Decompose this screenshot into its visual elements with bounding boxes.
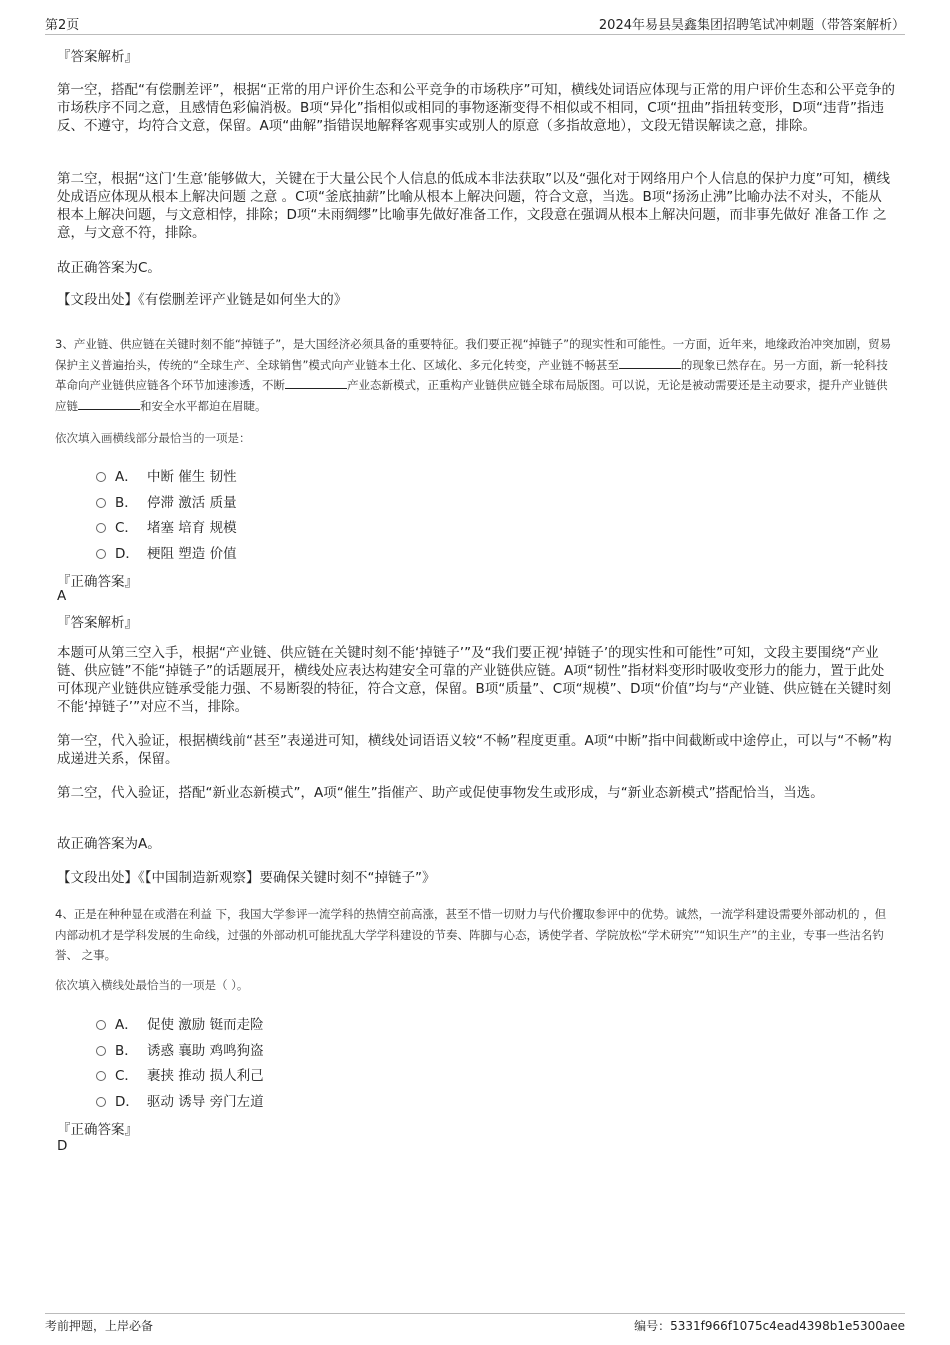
option-a[interactable]: A． 中断 催生 韧性 bbox=[96, 465, 237, 485]
question-text-part: 产业态新模式，正重构产业链供应链全球布局版图。可以说，无论是被动需要还是主动要求，提升产业链供应链 bbox=[55, 378, 888, 413]
blank-line bbox=[285, 376, 347, 389]
question-text bbox=[55, 334, 897, 416]
question-prompt: 依次填入画横线部分最恰当的一项是： bbox=[55, 431, 251, 445]
radio-icon[interactable] bbox=[96, 523, 106, 533]
analysis-paragraph: 第二空，根据“这门‘生意’能够做大，关键在于大量公民个人信息的低成本非法获取”以及“强化对于网络用户个人信息的保护力度”可知，横线处成语应体现从根本上解决问题 之意 。C项“釜底抽薪”比喻从根本上解决问题，符合文意，当选。B项“扬汤止沸”比喻办法不对头，不能从根本上解决问题，与文意相悖，排除；D项“未雨绸缪”比喻事先做好准备工作，文段意在强调从根本上解决问题，而非事先做好 准备工作 之意，与文意不符，排除。 bbox=[57, 171, 891, 241]
analysis-paragraph: 第二空，代入验证，搭配“新业态新模式”，A项“催生”指催产、助产或促使事物发生或形成，与“新业态新模式”搭配恰当，当选。 bbox=[57, 785, 824, 801]
conclusion: 故正确答案为A。 bbox=[57, 836, 161, 852]
radio-icon[interactable] bbox=[96, 472, 106, 482]
analysis-heading: 『答案解析』 bbox=[57, 615, 138, 631]
analysis-paragraph: 第一空，搭配“有偿删差评”，根据“正常的用户评价生态和公平竞争的市场秩序”可知，横线处词语应体现与正常的用户评价生态和公平竞争的市场秩序不同之意，且感情色彩偏消极。B项“异化”指相似或相同的事物逐渐变得不相似或不相同，C项“扭曲”指扭转变形，D项“违背”指违反、不遵守，均符合文意，保留。A项“曲解”指错误地解释客观事实或别人的原意（多指故意地），文段无错误解读之意，排除。 bbox=[57, 82, 895, 134]
radio-icon[interactable] bbox=[96, 498, 106, 508]
question-text: 4、正是在种种显在或潜在利益 下，我国大学参评一流学科的热情空前高涨，甚至不惜一切财力与代价攫取参评中的优势。诚然，一流学科建设需要外部动机的 ，但内部动机才是学科发展的生命线，过强的外部动机可能扰乱大学学科建设的节奏、阵脚与心态，诱使学者、学院放松“学术研究”“知识生产”的主业，专事一些沽名钓誉、 之事。 bbox=[55, 907, 887, 962]
analysis-paragraph: 第一空，代入验证，根据横线前“甚至”表递进可知，横线处词语语义较“不畅”程度更重。A项“中断”指中间截断或中途停止，可以与“不畅”构成递进关系，保留。 bbox=[57, 733, 892, 767]
radio-icon[interactable] bbox=[96, 549, 106, 559]
analysis-paragraph: 本题可从第三空入手，根据“产业链、供应链在关键时刻不能‘掉链子’”及“我们要正视‘掉链子’的现实性和可能性”可知，文段主要围绕“产业链、供应链”不能“掉链子”的话题展开，横线处应表达构建安全可靠的产业链供应链。A项“韧性”指材料变形时吸收变形力的能力，置于此处可体现产业链供应链承受能力强、不易断裂的特征，符合文意，保留。B项“质量”、C项“规模”、D项“价值”均与“产业链、供应链在关键时刻不能‘掉链子’”对应不当，排除。 bbox=[57, 645, 892, 715]
correct-answer-label: 『正确答案』 bbox=[57, 574, 138, 590]
radio-icon[interactable] bbox=[96, 1020, 106, 1030]
source-citation: 【文段出处】《有偿删差评产业链是如何坐大的》 bbox=[57, 292, 348, 308]
option-c[interactable]: C． 裹挟 推动 损人利己 bbox=[96, 1064, 264, 1084]
page-number: 第2页 bbox=[45, 17, 80, 33]
option-a[interactable]: A． 促使 激励 铤而走险 bbox=[96, 1013, 264, 1033]
question-prompt: 依次填入横线处最恰当的一项是（ ）。 bbox=[55, 978, 249, 992]
option-c[interactable]: C． 堵塞 培育 规模 bbox=[96, 516, 237, 536]
radio-icon[interactable] bbox=[96, 1097, 106, 1107]
option-d[interactable]: D． 梗阻 塑造 价值 bbox=[96, 542, 237, 562]
correct-answer-label: 『正确答案』 bbox=[57, 1122, 138, 1138]
analysis-heading: 『答案解析』 bbox=[57, 49, 138, 65]
blank-line bbox=[78, 397, 140, 410]
radio-icon[interactable] bbox=[96, 1071, 106, 1081]
correct-answer: D bbox=[57, 1138, 68, 1154]
conclusion: 故正确答案为C。 bbox=[57, 260, 161, 276]
radio-icon[interactable] bbox=[96, 1046, 106, 1056]
document-id: 编号：5331f966f1075c4ead4398b1e5300aee bbox=[634, 1318, 905, 1333]
question-text-part: 和安全水平都迫在眉睫。 bbox=[140, 398, 267, 413]
source-citation: 【文段出处】《【中国制造新观察】要确保关键时刻不“掉链子”》 bbox=[57, 870, 436, 886]
document-title: 2024年易县昊鑫集团招聘笔试冲刺题（带答案解析） bbox=[598, 17, 905, 33]
blank-line bbox=[619, 356, 681, 369]
page-header bbox=[45, 12, 905, 35]
option-b[interactable]: B． 诱惑 襄助 鸡鸣狗盗 bbox=[96, 1039, 264, 1059]
question-text-part: 的现象已然存在。另一方面，新一轮科技革命向产业链供应链各个环节加速渗透，不断 bbox=[55, 357, 888, 392]
option-b[interactable]: B． 停滞 激活 质量 bbox=[96, 491, 237, 511]
page-footer bbox=[45, 1313, 905, 1336]
option-d[interactable]: D． 驱动 诱导 旁门左道 bbox=[96, 1090, 264, 1110]
question-text-part: 3、产业链、供应链在关键时刻不能“掉链子”，是大国经济必须具备的重要特征。我们要正视“掉链子”的现实性和可能性。一方面，近年来，地缘政治冲突加剧，贸易保护主义普遍抬头，传统的“全球生产、全球销售”模式向产业链本土化、区域化、多元化转变，产业链不畅甚至 bbox=[55, 337, 892, 372]
footer-slogan: 考前押题，上岸必备 bbox=[45, 1318, 154, 1333]
correct-answer: A bbox=[57, 588, 67, 604]
